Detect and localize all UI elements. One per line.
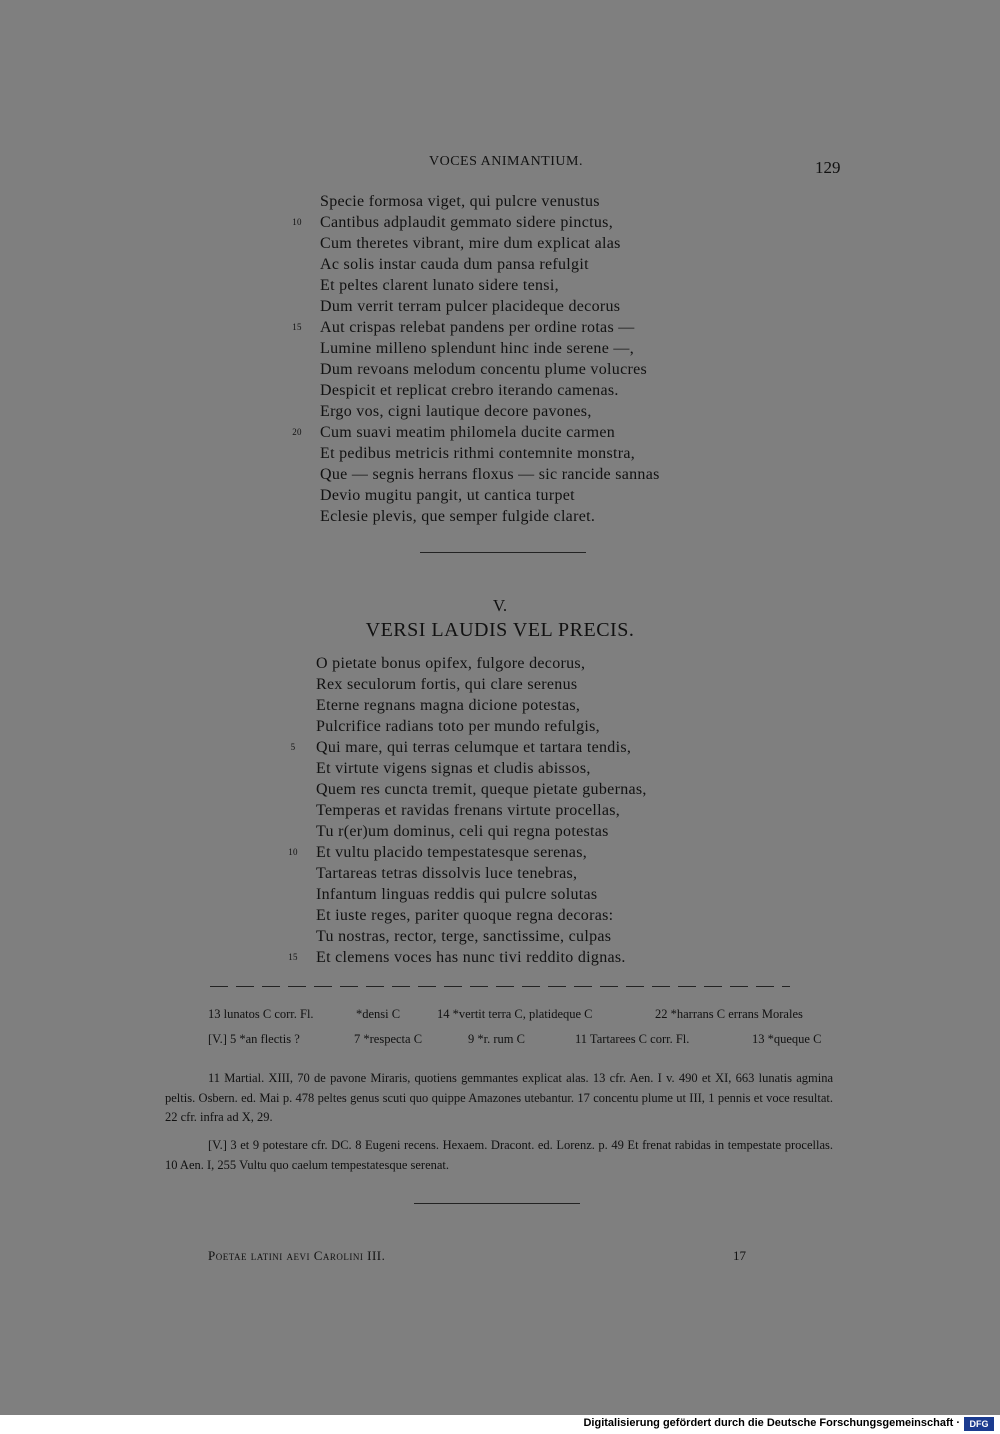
- verse-line: [320, 254, 660, 275]
- verse-line: [316, 695, 647, 716]
- verse-text: Specie formosa viget, qui pulcre venustus: [320, 193, 600, 210]
- dfg-credit-text: Digitalisierung gefördert durch die Deutsche Forschungsgemeinschaft ·: [583, 1417, 960, 1429]
- verse-text: Et vultu placido tempestatesque serenas,: [316, 844, 588, 861]
- verse-text: Quem res cuncta tremit, queque pietate gubernas,: [316, 781, 647, 798]
- verse-text: Dum verrit terram pulcer placideque decorus: [320, 298, 621, 315]
- page-number: 129: [815, 158, 841, 177]
- verse-line: [316, 653, 647, 674]
- signature-mark: Poetae latini aevi Carolini III.: [208, 1248, 386, 1263]
- verse-text: Et iuste reges, pariter quoque regna decoras:: [316, 907, 614, 924]
- verse-text: O pietate bonus opifex, fulgore decorus,: [316, 655, 586, 672]
- verse-text: Et clemens voces has nunc tivi reddito dignas.: [316, 949, 626, 966]
- verse-text: Lumine milleno splendunt hinc inde serene —,: [320, 340, 635, 357]
- line-number: 20: [292, 427, 302, 437]
- verse-line: [292, 212, 660, 233]
- verse-line: [316, 758, 647, 779]
- verse-line: [320, 401, 660, 422]
- verse-line: [316, 716, 647, 737]
- verse-text: Cum suavi meatim philomela ducite carmen: [320, 424, 616, 441]
- verse-text: Dum revoans melodum concentu plume volucres: [320, 361, 648, 378]
- verse-line: [316, 821, 647, 842]
- apparatus-note: *densi C: [356, 1007, 401, 1021]
- verse-line: [320, 464, 660, 485]
- apparatus-note: 22 *harrans C errans Morales: [655, 1007, 803, 1021]
- verse-text: Devio mugitu pangit, ut cantica turpet: [320, 487, 575, 504]
- line-number: 10: [292, 217, 302, 227]
- verse-text: Rex seculorum fortis, qui clare serenus: [316, 676, 578, 693]
- apparatus-note: 13 *queque C: [752, 1032, 822, 1046]
- apparatus-divider: [210, 986, 790, 987]
- apparatus-note: [V.] 5 *an flectis ?: [208, 1032, 300, 1046]
- line-number: 5: [290, 742, 296, 752]
- notes-separator: [414, 1203, 580, 1204]
- verse-line: [320, 485, 660, 506]
- verse-line: [316, 863, 647, 884]
- verse-line: [320, 380, 660, 401]
- verse-text: Et virtute vigens signas et cludis abissos,: [316, 760, 591, 777]
- verse-text: Ac solis instar cauda dum pansa refulgit: [320, 256, 589, 273]
- verse-text: Tu nostras, rector, terge, sanctissime, culpas: [316, 928, 612, 945]
- verse-line: [320, 338, 660, 359]
- verse-text: Et peltes clarent lunato sidere tensi,: [320, 277, 559, 294]
- verse-text: Tu r(er)um dominus, celi qui regna potestas: [316, 823, 609, 840]
- source-note: 11 Martial. XIII, 70 de pavone Miraris, quotiens gemmantes explicat alas. 13 cfr. Aen. I v. 490 et XI, 663 lunatis agmina peltis. Osbern. ed. Mai p. 478 peltes genus scuti quo quippe Amazones utebantur. 17 concentu plume ut III, 1 pennis et voce resultat. 22 cfr. infra ad X, 29.: [165, 1071, 833, 1124]
- verse-text: Cantibus adplaudit gemmato sidere pinctus,: [320, 214, 613, 231]
- verse-line: [316, 884, 647, 905]
- verse-text: Tartareas tetras dissolvis luce tenebras,: [316, 865, 578, 882]
- apparatus-note: 9 *r. rum C: [468, 1032, 525, 1046]
- verse-line: [320, 296, 660, 317]
- verse-text: Que — segnis herrans floxus — sic rancide sannas: [320, 466, 660, 483]
- verse-text: Cum theretes vibrant, mire dum explicat alas: [320, 235, 621, 252]
- line-number: 15: [292, 322, 302, 332]
- verse-line: [288, 947, 647, 968]
- verse-text: Qui mare, qui terras celumque et tartara tendis,: [316, 739, 632, 756]
- apparatus-note: 7 *respecta C: [354, 1032, 423, 1046]
- verse-line: [320, 443, 660, 464]
- verse-line: [320, 275, 660, 296]
- verse-text: Eclesie plevis, que semper fulgide claret.: [320, 508, 596, 525]
- verse-line: [316, 674, 647, 695]
- dfg-credit-bar: [0, 1415, 1000, 1434]
- verse-line: [320, 506, 660, 527]
- signature-number: 17: [733, 1248, 746, 1263]
- line-number: 15: [288, 952, 298, 962]
- verse-line: [320, 233, 660, 254]
- verse-line: [320, 191, 660, 212]
- verse-text: Infantum linguas reddis qui pulcre solutas: [316, 886, 598, 903]
- section-number: V.: [492, 596, 508, 615]
- section-separator: [420, 552, 586, 553]
- verse-line: [316, 779, 647, 800]
- dfg-logo: DFG: [964, 1417, 994, 1431]
- source-note: [V.] 3 et 9 potestare cfr. DC. 8 Eugeni recens. Hexaem. Dracont. ed. Lorenz. p. 49 Et frenat rabidas in tempestate procellas. 10 Aen. I, 255 Vultu quo caelum tempestatesque serenat.: [165, 1138, 833, 1172]
- verse-line: [316, 926, 647, 947]
- verse-text: Et pedibus metricis rithmi contemnite monstra,: [320, 445, 636, 462]
- apparatus-note: 14 *vertit terra C, platideque C: [437, 1007, 593, 1021]
- section-title: VERSI LAUDIS VEL PRECIS.: [365, 619, 635, 641]
- verse-text: Aut crispas relebat pandens per ordine rotas —: [320, 319, 635, 336]
- verse-text: Temperas et ravidas frenans virtute procellas,: [316, 802, 621, 819]
- verse-line: [316, 800, 647, 821]
- verse-line: [316, 905, 647, 926]
- verse-text: Eterne regnans magna dicione potestas,: [316, 697, 581, 714]
- apparatus-note: 11 Tartarees C corr. Fl.: [575, 1032, 690, 1046]
- verse-text: Despicit et replicat crebro iterando camenas.: [320, 382, 619, 399]
- poem-versi-laudis: [288, 653, 647, 968]
- running-title: VOCES ANIMANTIUM.: [429, 154, 583, 169]
- verse-line: [320, 359, 660, 380]
- verse-line: [292, 317, 660, 338]
- verse-text: Ergo vos, cigni lautique decore pavones,: [320, 403, 592, 420]
- line-number: 10: [288, 847, 298, 857]
- apparatus-note: 13 lunatos C corr. Fl.: [208, 1007, 314, 1021]
- verse-text: Pulcrifice radians toto per mundo refulgis,: [316, 718, 600, 735]
- verse-line: [288, 842, 647, 863]
- poem-voces-animantium: [292, 191, 660, 527]
- verse-line: [290, 737, 647, 758]
- verse-line: [292, 422, 660, 443]
